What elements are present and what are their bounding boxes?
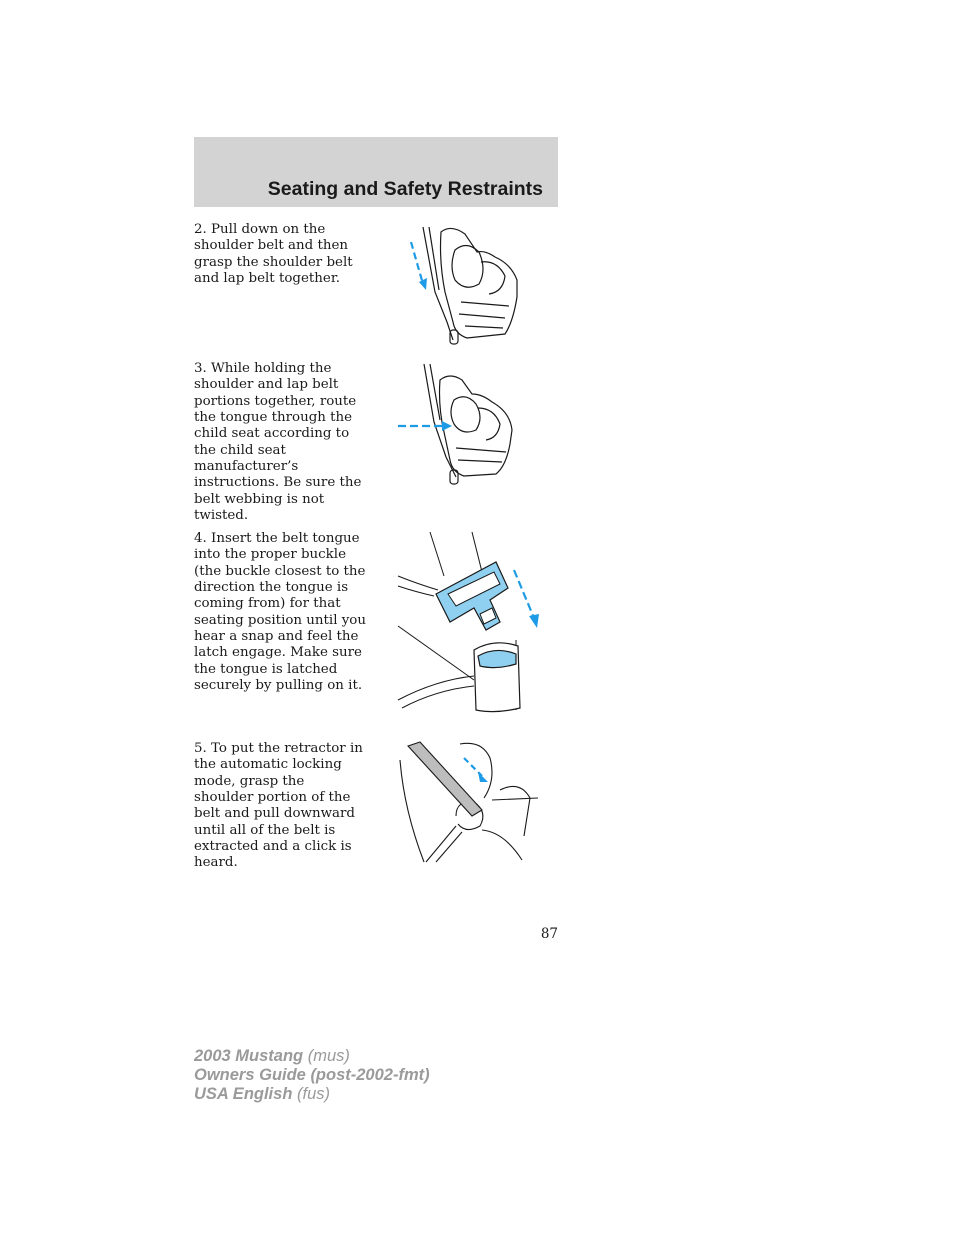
footer-line-2 [194,1066,430,1085]
footer-guide: Owners Guide (post-2002-fmt) [194,1066,430,1084]
retractor-pull-icon [396,740,544,866]
footer-language: USA English [194,1085,293,1103]
page-number: 87 [540,926,558,942]
footer-language-code: (fus) [292,1085,330,1103]
child-seat-pull-down-icon [405,222,525,347]
child-seat-route-tongue-icon [396,362,518,487]
footer-line-3 [194,1085,430,1104]
footer-line-1 [194,1047,430,1066]
document-footer [194,1047,430,1104]
section-title: Seating and Safety Restraints [267,178,543,200]
step-3-text: 3. While holding the shoulder and lap belt portions together, route the tongue through the child seat according to the child seat manufacturer’s instructions. Be sure the belt webbing is not twisted. [194,361,362,524]
step-5-text: 5. To put the retractor in the automatic locking mode, grasp the shoulder portion of the belt and pull downward until all of the belt is extracted and a click is heard. [194,741,363,871]
buckle-insert-icon [396,530,546,720]
footer-model: 2003 Mustang [194,1047,304,1065]
step-2-text: 2. Pull down on the shoulder belt and then grasp the shoulder belt and lap belt together. [194,222,353,287]
footer-model-code: (mus) [303,1047,350,1065]
section-header [194,137,558,207]
step-4-text: 4. Insert the belt tongue into the proper buckle (the buckle closest to the direction the tongue is coming from) for that seating position until you hear a snap and feel the latch engage. Make sure the tongue is latched securely by pulling on it. [194,531,366,694]
